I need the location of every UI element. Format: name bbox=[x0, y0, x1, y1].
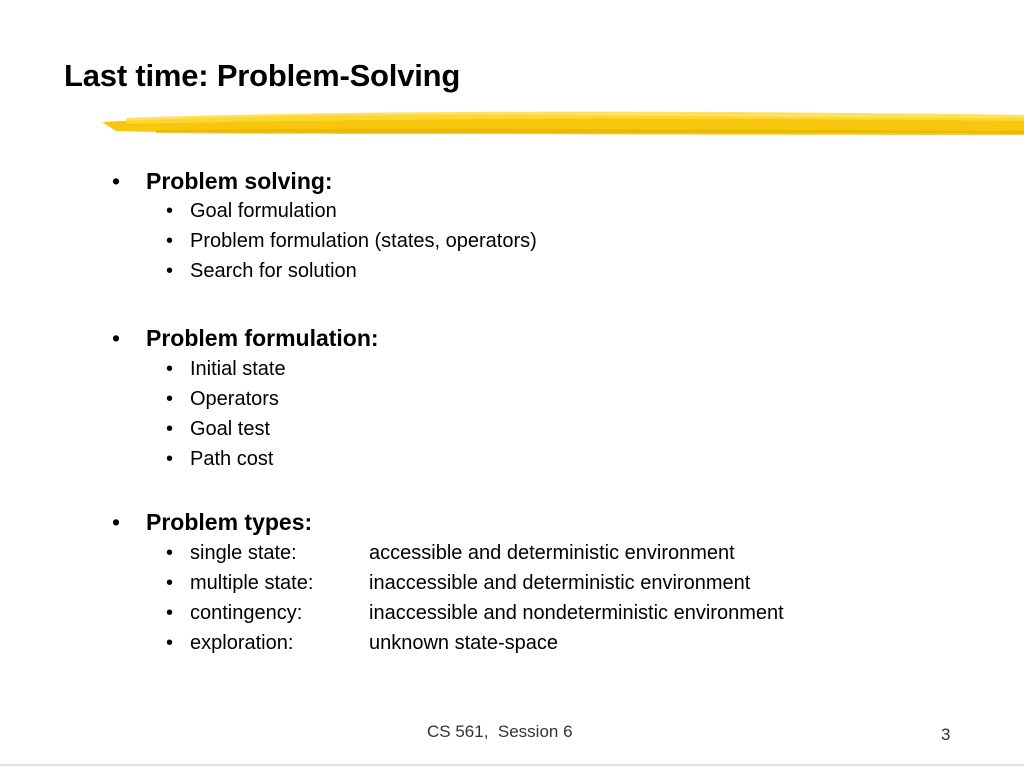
bottom-divider bbox=[0, 764, 1024, 766]
list-item bbox=[166, 230, 537, 253]
problem-type-description: accessible and deterministic environment bbox=[369, 542, 735, 564]
problem-type-term: multiple state: bbox=[190, 572, 314, 594]
section-heading-problem-solving bbox=[112, 168, 333, 195]
bullet: • bbox=[112, 325, 121, 351]
problem-type-row bbox=[166, 542, 735, 565]
problem-type-description: inaccessible and deterministic environment bbox=[369, 572, 751, 594]
list-item-text: Goal formulation bbox=[190, 200, 337, 222]
list-item bbox=[166, 260, 357, 283]
page-number: 3 bbox=[941, 725, 951, 744]
list-item-text: Problem formulation (states, operators) bbox=[190, 230, 537, 252]
section-heading-text: Problem types: bbox=[146, 509, 313, 535]
section-heading-problem-formulation bbox=[112, 325, 379, 352]
problem-type-description: inaccessible and nondeterministic environment bbox=[369, 602, 784, 624]
section-heading-text: Problem solving: bbox=[146, 168, 333, 194]
section-heading-problem-types bbox=[112, 509, 312, 536]
bullet: • bbox=[166, 418, 174, 440]
list-item-text: Operators bbox=[190, 388, 279, 410]
list-item-text: Search for solution bbox=[190, 260, 357, 282]
list-item-text: Initial state bbox=[190, 358, 286, 380]
problem-type-row bbox=[166, 602, 784, 625]
bullet: • bbox=[166, 632, 174, 654]
problem-type-row bbox=[166, 632, 558, 655]
bullet: • bbox=[166, 260, 174, 282]
bullet: • bbox=[166, 602, 174, 624]
list-item-text: Goal test bbox=[190, 418, 271, 440]
bullet: • bbox=[166, 448, 174, 470]
bullet: • bbox=[112, 168, 121, 194]
problem-type-term: single state: bbox=[190, 542, 297, 564]
bullet: • bbox=[166, 572, 174, 594]
list-item bbox=[166, 358, 286, 381]
bullet: • bbox=[166, 230, 174, 252]
list-item bbox=[166, 418, 270, 441]
list-item-text: Path cost bbox=[190, 448, 274, 470]
list-item bbox=[166, 388, 279, 411]
slide-title: Last time: Problem-Solving bbox=[64, 58, 461, 93]
bullet: • bbox=[166, 388, 174, 410]
bullet: • bbox=[166, 200, 174, 222]
list-item bbox=[166, 448, 273, 471]
problem-type-term: exploration: bbox=[190, 632, 294, 654]
bullet: • bbox=[166, 358, 174, 380]
problem-type-description: unknown state-space bbox=[369, 632, 559, 654]
problem-type-row bbox=[166, 572, 750, 595]
section-heading-text: Problem formulation: bbox=[146, 325, 379, 351]
list-item bbox=[166, 200, 337, 223]
problem-type-term: contingency: bbox=[190, 602, 303, 624]
slide-footer: CS 561, Session 6 bbox=[427, 722, 573, 741]
bullet: • bbox=[112, 509, 121, 535]
bullet: • bbox=[166, 542, 174, 564]
